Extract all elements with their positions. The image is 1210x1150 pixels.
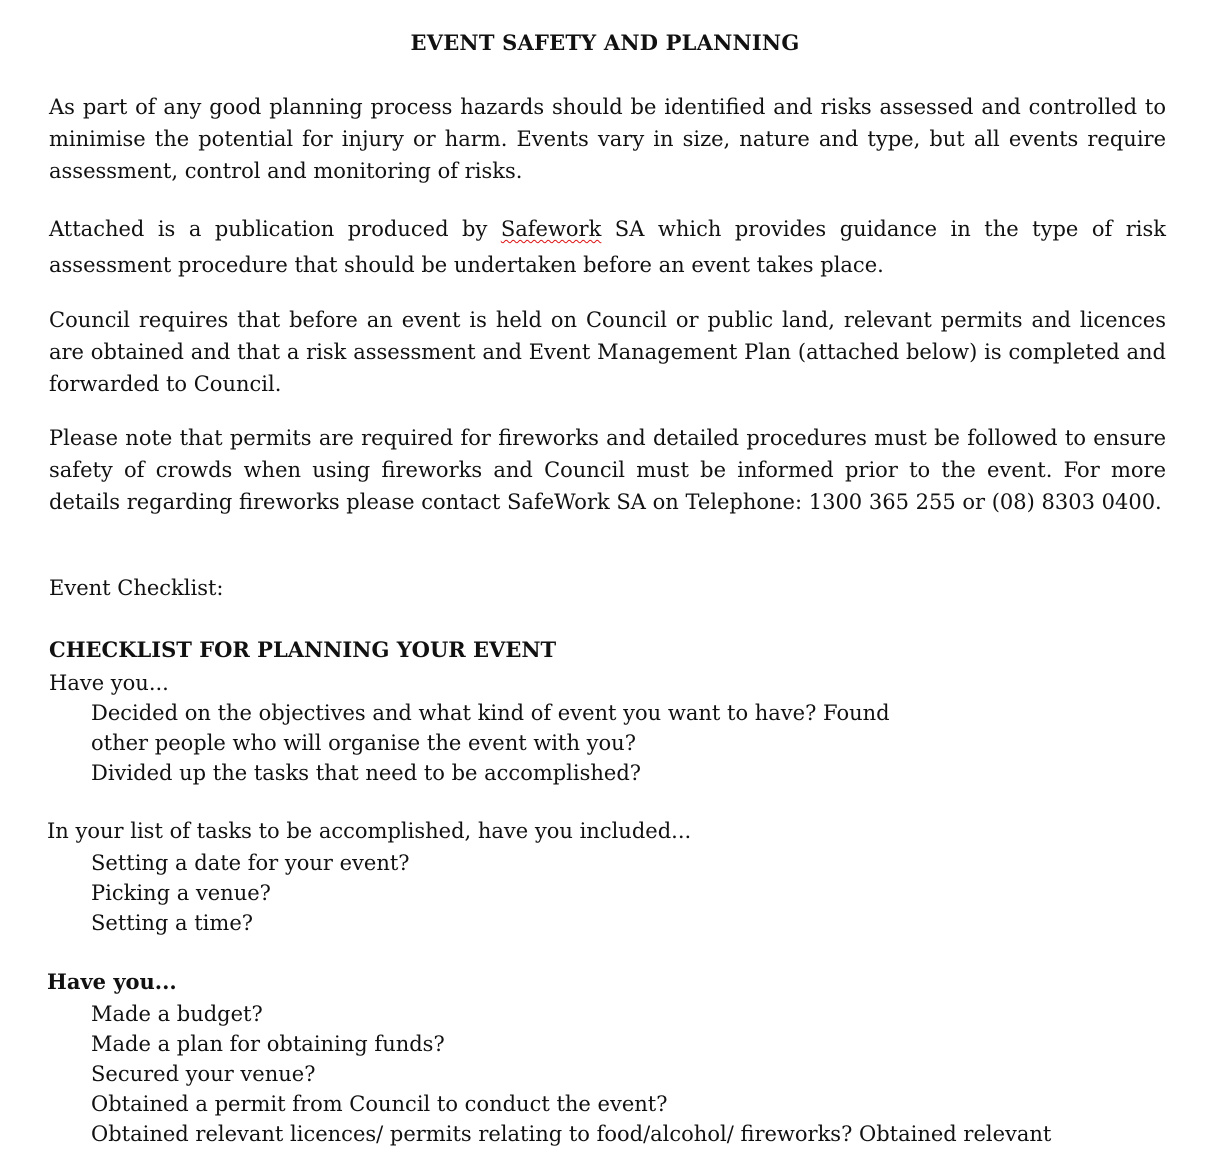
list-item: Setting a time? — [91, 911, 254, 935]
section3-intro: Have you... — [47, 969, 177, 994]
publication-paragraph — [49, 211, 1166, 283]
fireworks-paragraph: Please note that permits are required for fireworks and detailed procedures must be followed to ensure safety of crowds when using fireworks and Council must be informed prior to the event. For more details regarding fireworks please contact SafeWork SA on Telephone: 1300 365 255 or (08) 8303 0400. — [49, 426, 1166, 514]
section1-intro: Have you... — [49, 671, 169, 695]
list-item: Made a budget? — [91, 1002, 263, 1026]
list-item: Picking a venue? — [91, 881, 271, 905]
list-item: Secured your venue? — [91, 1062, 316, 1086]
list-item: other people who will organise the event with you? — [91, 731, 636, 755]
section3-list — [91, 999, 1051, 1149]
council-requirements-paragraph: Council requires that before an event is held on Council or public land, relevant permits and licences are obtained and that a risk assessment and Event Management Plan (attached below) is completed and forwarded to Council. — [49, 308, 1166, 396]
event-checklist-label: Event Checklist: — [49, 576, 224, 600]
section1-list — [91, 698, 890, 788]
intro-paragraph: As part of any good planning process hazards should be identified and risks assessed and controlled to minimise the potential for injury or harm. Events vary in size, nature and type, but all events require assessment, control and monitoring of risks. — [49, 95, 1166, 183]
document-title: EVENT SAFETY AND PLANNING — [410, 30, 800, 55]
list-item: Obtained relevant licences/ permits relating to food/alcohol/ fireworks? Obtained relevant — [91, 1122, 1052, 1146]
publication-text-before: Attached is a publication produced by — [49, 217, 501, 241]
list-item: Setting a date for your event? — [91, 851, 410, 875]
list-item: Obtained a permit from Council to conduct the event? — [91, 1092, 668, 1116]
checklist-heading: CHECKLIST FOR PLANNING YOUR EVENT — [49, 637, 557, 662]
list-item: Made a plan for obtaining funds? — [91, 1032, 445, 1056]
spellcheck-flagged-word[interactable]: Safework — [500, 217, 602, 241]
section2-list — [91, 848, 410, 938]
section2-intro: In your list of tasks to be accomplished, have you included... — [47, 819, 692, 843]
list-item: Decided on the objectives and what kind of event you want to have? Found — [91, 701, 890, 725]
list-item: Divided up the tasks that need to be accomplished? — [91, 761, 642, 785]
publication-text-after: SA which provides guidance in the type of risk assessment procedure that should be undertaken before an event takes place. — [49, 217, 1166, 277]
